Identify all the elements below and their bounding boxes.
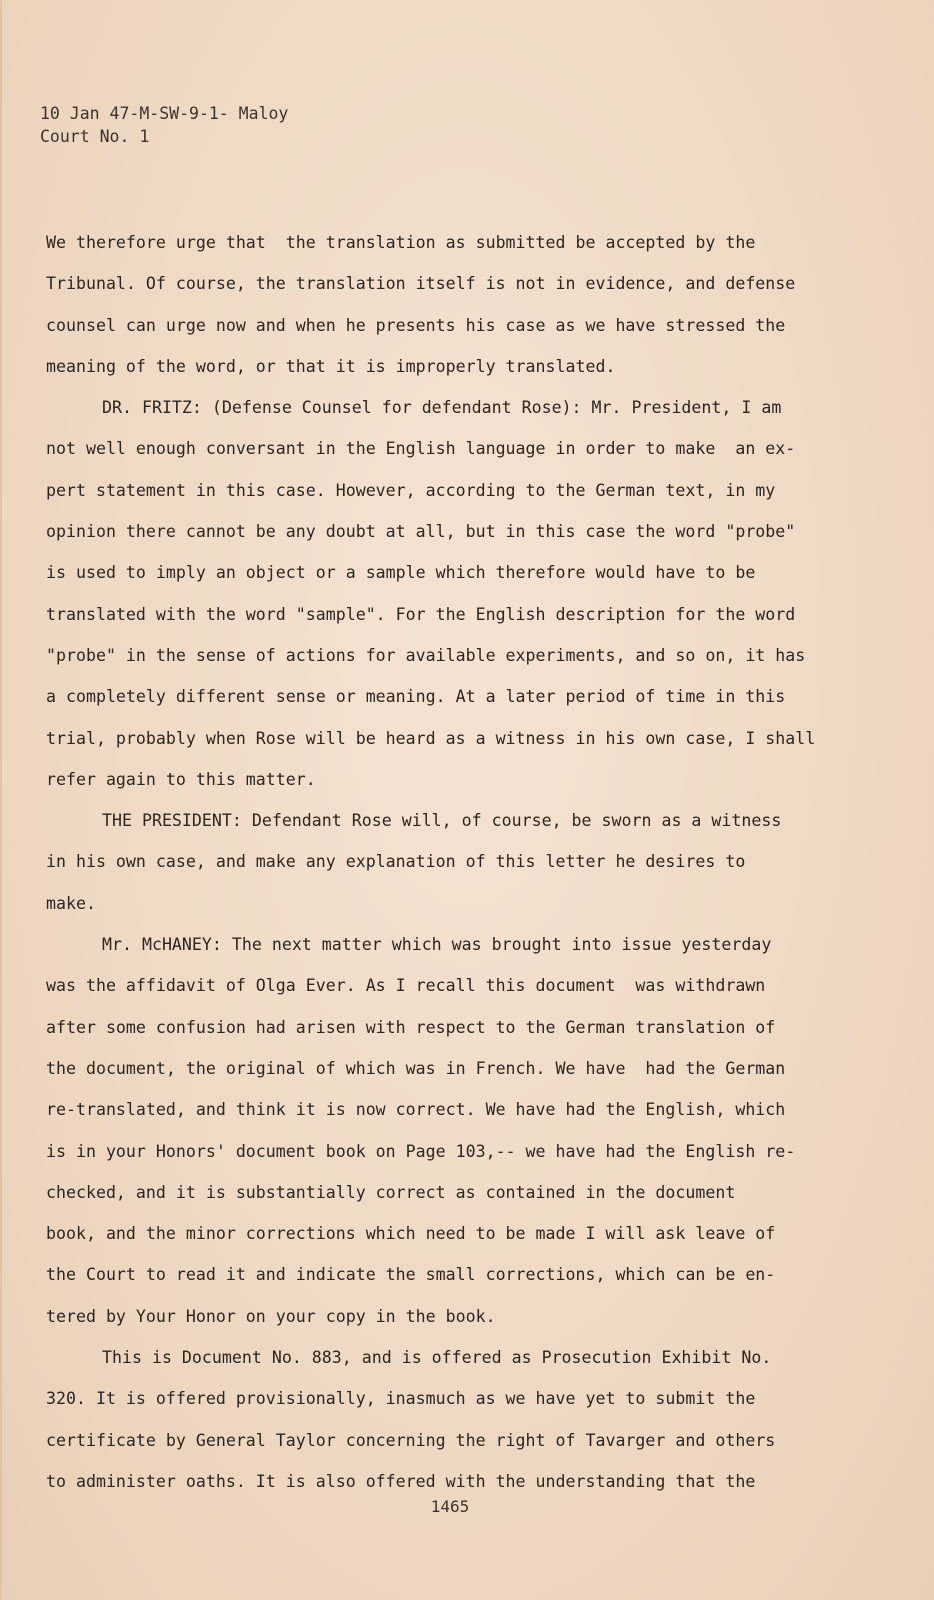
transcript-line: 320. It is offered provisionally, inasmuch as we have yet to submit the [46, 1389, 756, 1409]
transcript-line: tered by Your Honor on your copy in the book. [46, 1306, 496, 1326]
transcript-line: a completely different sense or meaning. At a later period of time in this [46, 687, 786, 707]
document-header [40, 102, 288, 148]
transcript-line: meaning of the word, or that it is improperly translated. [46, 356, 616, 376]
transcript-line: is in your Honors' document book on Page 103,-- we have had the English re- [46, 1141, 796, 1161]
page-number: 1465 [430, 1497, 470, 1516]
transcript-line: make. [46, 893, 96, 913]
speaker-line-dr-fritz: DR. FRITZ: (Defense Counsel for defendant Rose): Mr. President, I am [102, 398, 782, 418]
transcript-line: certificate by General Taylor concerning the right of Tavarger and others [46, 1430, 776, 1450]
speaker-line-mchaney: Mr. McHANEY: The next matter which was brought into issue yesterday [102, 935, 772, 955]
transcript-line: checked, and it is substantially correct as contained in the document [46, 1182, 736, 1202]
transcript-line: opinion there cannot be any doubt at all, but in this case the word "probe" [46, 522, 796, 542]
transcript-line: translated with the word "sample". For the English description for the word [46, 604, 796, 624]
header-reference: 10 Jan 47-M-SW-9-1- Maloy [40, 104, 289, 123]
transcript-line: "probe" in the sense of actions for available experiments, and so on, it has [46, 645, 806, 665]
header-court: Court No. 1 [40, 127, 150, 146]
transcript-line: the Court to read it and indicate the small corrections, which can be en- [46, 1265, 776, 1285]
transcript-line: re-translated, and think it is now correct. We have had the English, which [46, 1100, 786, 1120]
transcript-line: the document, the original of which was in French. We have had the German [46, 1058, 786, 1078]
transcript-line: pert statement in this case. However, according to the German text, in my [46, 480, 776, 500]
page-edge [0, 0, 2, 1600]
transcript-line: is used to imply an object or a sample which therefore would have to be [46, 563, 756, 583]
transcript-line: to administer oaths. It is also offered with the understanding that the [46, 1471, 756, 1491]
transcript-line: was the affidavit of Olga Ever. As I recall this document was withdrawn [46, 976, 766, 996]
transcript-line: not well enough conversant in the English language in order to make an ex- [46, 439, 796, 459]
transcript-line: Tribunal. Of course, the translation itself is not in evidence, and defense [46, 274, 796, 294]
transcript-line: trial, probably when Rose will be heard as a witness in his own case, I shall [46, 728, 816, 748]
transcript-line: counsel can urge now and when he presents his case as we have stressed the [46, 315, 786, 335]
transcript-line: book, and the minor corrections which need to be made I will ask leave of [46, 1224, 776, 1244]
transcript-line: We therefore urge that the translation as submitted be accepted by the [46, 233, 756, 252]
transcript-line: refer again to this matter. [46, 769, 316, 789]
paragraph-line-document: This is Document No. 883, and is offered as Prosecution Exhibit No. [102, 1348, 772, 1368]
transcript-line: in his own case, and make any explanation of this letter he desires to [46, 852, 746, 872]
speaker-line-president: THE PRESIDENT: Defendant Rose will, of course, be sworn as a witness [102, 811, 782, 831]
transcript-body [46, 222, 846, 1502]
transcript-line: after some confusion had arisen with respect to the German translation of [46, 1017, 776, 1037]
